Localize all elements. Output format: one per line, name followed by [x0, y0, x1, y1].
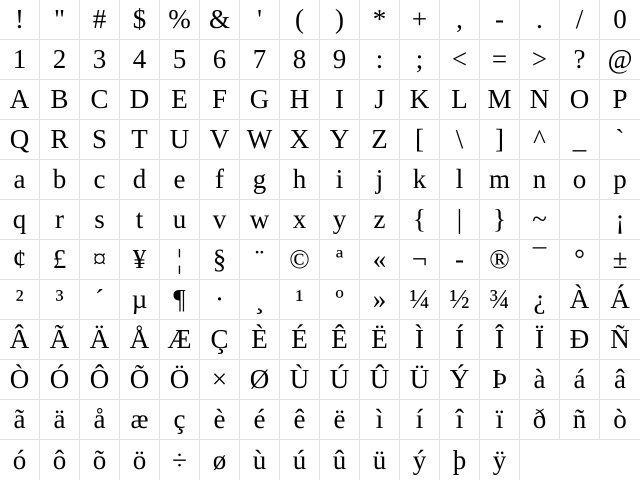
char-cell[interactable]: ê	[280, 400, 320, 440]
char-cell[interactable]: g	[240, 160, 280, 200]
char-cell[interactable]: ~	[520, 200, 560, 240]
char-cell[interactable]: G	[240, 80, 280, 120]
char-cell[interactable]: Ç	[200, 320, 240, 360]
char-cell[interactable]: l	[440, 160, 480, 200]
char-cell[interactable]: q	[0, 200, 40, 240]
char-cell[interactable]: j	[360, 160, 400, 200]
char-cell[interactable]: H	[280, 80, 320, 120]
char-cell[interactable]: ì	[360, 400, 400, 440]
char-cell[interactable]: z	[360, 200, 400, 240]
char-cell[interactable]: ú	[280, 440, 320, 480]
char-cell[interactable]: {	[400, 200, 440, 240]
char-cell[interactable]: K	[400, 80, 440, 120]
char-cell[interactable]: Î	[480, 320, 520, 360]
char-cell[interactable]: ¡	[600, 200, 640, 240]
char-cell[interactable]: T	[120, 120, 160, 160]
char-cell[interactable]: 4	[120, 40, 160, 80]
char-cell[interactable]: Ö	[160, 360, 200, 400]
char-cell[interactable]: L	[440, 80, 480, 120]
char-cell[interactable]: §	[200, 240, 240, 280]
char-cell[interactable]: ý	[400, 440, 440, 480]
char-cell[interactable]: ¨	[240, 240, 280, 280]
char-cell[interactable]: â	[600, 360, 640, 400]
char-cell[interactable]: Þ	[480, 360, 520, 400]
char-cell[interactable]: Ú	[320, 360, 360, 400]
char-cell[interactable]: ÷	[160, 440, 200, 480]
char-cell[interactable]: ó	[0, 440, 40, 480]
char-cell[interactable]: ³	[40, 280, 80, 320]
char-cell[interactable]: Å	[120, 320, 160, 360]
char-cell[interactable]: U	[160, 120, 200, 160]
char-cell[interactable]: ¸	[240, 280, 280, 320]
char-cell[interactable]: ±	[600, 240, 640, 280]
char-cell[interactable]: *	[360, 0, 400, 40]
char-cell[interactable]: @	[600, 40, 640, 80]
char-cell[interactable]: w	[240, 200, 280, 240]
char-cell[interactable]: "	[40, 0, 80, 40]
char-cell[interactable]: å	[80, 400, 120, 440]
char-cell[interactable]: #	[80, 0, 120, 40]
char-cell[interactable]: Â	[0, 320, 40, 360]
char-cell[interactable]: è	[200, 400, 240, 440]
char-cell[interactable]: a	[0, 160, 40, 200]
char-cell[interactable]: ÿ	[480, 440, 520, 480]
char-cell[interactable]: 7	[240, 40, 280, 80]
char-cell[interactable]	[560, 200, 600, 240]
char-cell[interactable]: ç	[160, 400, 200, 440]
char-cell[interactable]: O	[560, 80, 600, 120]
char-cell[interactable]: ¥	[120, 240, 160, 280]
char-cell[interactable]: y	[320, 200, 360, 240]
char-cell[interactable]: à	[520, 360, 560, 400]
char-cell[interactable]: d	[120, 160, 160, 200]
char-cell[interactable]: M	[480, 80, 520, 120]
char-cell[interactable]: R	[40, 120, 80, 160]
char-cell[interactable]: .	[520, 0, 560, 40]
char-cell[interactable]: ?	[560, 40, 600, 80]
char-cell[interactable]: u	[160, 200, 200, 240]
char-cell[interactable]: Ã	[40, 320, 80, 360]
char-cell[interactable]: f	[200, 160, 240, 200]
char-cell[interactable]: ö	[120, 440, 160, 480]
char-cell[interactable]: :	[360, 40, 400, 80]
char-cell[interactable]: ä	[40, 400, 80, 440]
char-cell[interactable]: N	[520, 80, 560, 120]
char-cell[interactable]: ·	[200, 280, 240, 320]
char-cell[interactable]: !	[0, 0, 40, 40]
char-cell[interactable]: b	[40, 160, 80, 200]
char-cell[interactable]: \	[440, 120, 480, 160]
char-cell[interactable]: x	[280, 200, 320, 240]
char-cell[interactable]: ¾	[480, 280, 520, 320]
char-cell[interactable]: Ï	[520, 320, 560, 360]
char-cell[interactable]: -	[440, 240, 480, 280]
char-cell[interactable]: t	[120, 200, 160, 240]
char-cell[interactable]: (	[280, 0, 320, 40]
char-cell[interactable]: Ô	[80, 360, 120, 400]
char-cell[interactable]: ©	[280, 240, 320, 280]
char-cell[interactable]: X	[280, 120, 320, 160]
char-cell[interactable]: »	[360, 280, 400, 320]
char-cell[interactable]: È	[240, 320, 280, 360]
char-cell[interactable]: =	[480, 40, 520, 80]
char-cell[interactable]: 5	[160, 40, 200, 80]
char-cell[interactable]: µ	[120, 280, 160, 320]
char-cell[interactable]: ½	[440, 280, 480, 320]
char-cell[interactable]: þ	[440, 440, 480, 480]
char-cell[interactable]: °	[560, 240, 600, 280]
char-cell[interactable]: W	[240, 120, 280, 160]
char-cell[interactable]: s	[80, 200, 120, 240]
char-cell[interactable]: ¹	[280, 280, 320, 320]
char-cell[interactable]: [	[400, 120, 440, 160]
char-cell[interactable]: Ê	[320, 320, 360, 360]
char-cell[interactable]: 9	[320, 40, 360, 80]
char-cell[interactable]: á	[560, 360, 600, 400]
char-cell[interactable]: o	[560, 160, 600, 200]
char-cell[interactable]: «	[360, 240, 400, 280]
char-cell[interactable]: Ñ	[600, 320, 640, 360]
char-cell[interactable]: I	[320, 80, 360, 120]
char-cell[interactable]: )	[320, 0, 360, 40]
char-cell[interactable]: é	[240, 400, 280, 440]
char-cell[interactable]: Ð	[560, 320, 600, 360]
char-cell[interactable]: C	[80, 80, 120, 120]
char-cell[interactable]: D	[120, 80, 160, 120]
char-cell[interactable]: ð	[520, 400, 560, 440]
char-cell[interactable]: ]	[480, 120, 520, 160]
char-cell[interactable]: _	[560, 120, 600, 160]
char-cell[interactable]: r	[40, 200, 80, 240]
char-cell[interactable]: 0	[600, 0, 640, 40]
char-cell[interactable]: `	[600, 120, 640, 160]
char-cell[interactable]: Ë	[360, 320, 400, 360]
char-cell[interactable]: h	[280, 160, 320, 200]
char-cell[interactable]: <	[440, 40, 480, 80]
char-cell[interactable]: Ó	[40, 360, 80, 400]
char-cell[interactable]: Í	[440, 320, 480, 360]
char-cell[interactable]: ò	[600, 400, 640, 440]
char-cell[interactable]: Q	[0, 120, 40, 160]
char-cell[interactable]: Û	[360, 360, 400, 400]
char-cell[interactable]: Z	[360, 120, 400, 160]
char-cell[interactable]: Æ	[160, 320, 200, 360]
char-cell[interactable]: ×	[200, 360, 240, 400]
char-cell[interactable]: 1	[0, 40, 40, 80]
char-cell[interactable]: ¶	[160, 280, 200, 320]
char-cell[interactable]: 2	[40, 40, 80, 80]
char-cell[interactable]: 8	[280, 40, 320, 80]
char-cell[interactable]: Ø	[240, 360, 280, 400]
char-cell[interactable]: ®	[480, 240, 520, 280]
char-cell[interactable]: ´	[80, 280, 120, 320]
char-cell[interactable]: &	[200, 0, 240, 40]
char-cell[interactable]: J	[360, 80, 400, 120]
char-cell[interactable]: ²	[0, 280, 40, 320]
char-cell[interactable]: ¬	[400, 240, 440, 280]
char-cell[interactable]: B	[40, 80, 80, 120]
char-cell[interactable]: Ò	[0, 360, 40, 400]
char-cell[interactable]: ü	[360, 440, 400, 480]
char-cell[interactable]: P	[600, 80, 640, 120]
char-cell[interactable]: £	[40, 240, 80, 280]
char-cell[interactable]: /	[560, 0, 600, 40]
char-cell[interactable]: }	[480, 200, 520, 240]
char-cell[interactable]: k	[400, 160, 440, 200]
char-cell[interactable]: ¤	[80, 240, 120, 280]
char-cell[interactable]: Ü	[400, 360, 440, 400]
char-cell[interactable]: º	[320, 280, 360, 320]
char-cell[interactable]: v	[200, 200, 240, 240]
char-cell[interactable]: ã	[0, 400, 40, 440]
char-cell[interactable]: Ù	[280, 360, 320, 400]
char-cell[interactable]: ,	[440, 0, 480, 40]
char-cell[interactable]: Y	[320, 120, 360, 160]
char-cell[interactable]: ¢	[0, 240, 40, 280]
char-cell[interactable]: É	[280, 320, 320, 360]
char-cell[interactable]: -	[480, 0, 520, 40]
char-cell[interactable]: c	[80, 160, 120, 200]
char-cell[interactable]: 6	[200, 40, 240, 80]
char-cell[interactable]: +	[400, 0, 440, 40]
char-cell[interactable]: ^	[520, 120, 560, 160]
char-cell[interactable]: Ý	[440, 360, 480, 400]
char-cell[interactable]: ñ	[560, 400, 600, 440]
char-cell[interactable]: ø	[200, 440, 240, 480]
char-cell[interactable]: >	[520, 40, 560, 80]
char-cell[interactable]: m	[480, 160, 520, 200]
char-cell[interactable]: ¯	[520, 240, 560, 280]
char-cell[interactable]: n	[520, 160, 560, 200]
char-cell[interactable]: V	[200, 120, 240, 160]
char-cell[interactable]: ô	[40, 440, 80, 480]
char-cell[interactable]: Ì	[400, 320, 440, 360]
char-cell[interactable]: ª	[320, 240, 360, 280]
char-cell[interactable]: í	[400, 400, 440, 440]
char-cell[interactable]: p	[600, 160, 640, 200]
char-cell[interactable]: S	[80, 120, 120, 160]
char-cell[interactable]: e	[160, 160, 200, 200]
char-cell[interactable]: ¿	[520, 280, 560, 320]
char-cell[interactable]: æ	[120, 400, 160, 440]
char-cell[interactable]: ë	[320, 400, 360, 440]
char-cell[interactable]: 3	[80, 40, 120, 80]
char-cell[interactable]: |	[440, 200, 480, 240]
char-cell[interactable]: Õ	[120, 360, 160, 400]
char-cell[interactable]: û	[320, 440, 360, 480]
char-cell[interactable]: À	[560, 280, 600, 320]
char-cell[interactable]: ï	[480, 400, 520, 440]
char-cell[interactable]: Á	[600, 280, 640, 320]
char-cell[interactable]: %	[160, 0, 200, 40]
char-cell[interactable]: ;	[400, 40, 440, 80]
char-cell[interactable]: E	[160, 80, 200, 120]
char-cell[interactable]: Ä	[80, 320, 120, 360]
char-cell[interactable]: ¦	[160, 240, 200, 280]
char-cell[interactable]: A	[0, 80, 40, 120]
char-cell[interactable]: F	[200, 80, 240, 120]
char-cell[interactable]: '	[240, 0, 280, 40]
char-cell[interactable]: ¼	[400, 280, 440, 320]
char-cell[interactable]: ù	[240, 440, 280, 480]
char-cell[interactable]: $	[120, 0, 160, 40]
char-cell[interactable]: õ	[80, 440, 120, 480]
char-cell[interactable]: i	[320, 160, 360, 200]
char-cell[interactable]: î	[440, 400, 480, 440]
